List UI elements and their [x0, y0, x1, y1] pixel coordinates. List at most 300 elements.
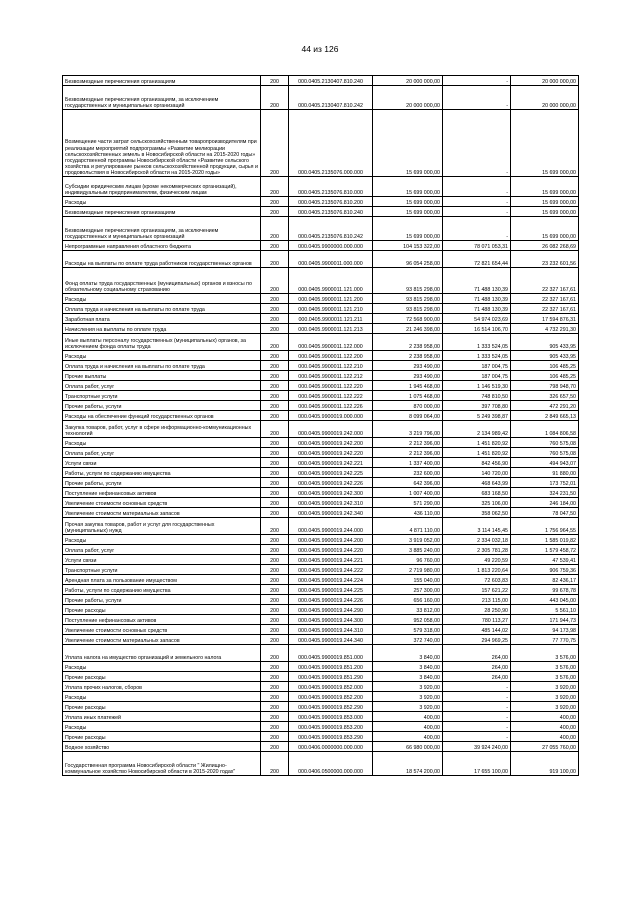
row-name-cell: Увеличение стоимости материальных запасов [63, 635, 261, 645]
row-executed-amount-cell: 325 106,00 [443, 498, 511, 508]
row-classification-code-cell: 000.0405.9900019.242.310 [289, 498, 373, 508]
row-code-cell: 200 [261, 565, 289, 575]
row-code-cell: 200 [261, 615, 289, 625]
row-approved-amount-cell: 2 212 396,00 [373, 448, 443, 458]
row-name-cell: Уплата налога на имущество организаций и земельного налога [63, 645, 261, 662]
table-row [63, 742, 579, 752]
row-classification-code-cell: 000.0405.2135076.810.200 [289, 197, 373, 207]
row-name-cell: Оплата работ, услуг [63, 545, 261, 555]
row-unexecuted-amount-cell: 3 576,00 [511, 662, 579, 672]
budget-table-body [63, 76, 579, 776]
table-row [63, 575, 579, 585]
row-name-cell: Оплата работ, услуг [63, 448, 261, 458]
row-code-cell: 200 [261, 625, 289, 635]
table-row [63, 692, 579, 702]
row-unexecuted-amount-cell: 494 943,07 [511, 458, 579, 468]
row-code-cell: 200 [261, 241, 289, 251]
row-code-cell: 200 [261, 585, 289, 595]
row-unexecuted-amount-cell: 905 433,95 [511, 334, 579, 351]
row-name-cell: Прочие расходы [63, 702, 261, 712]
row-code-cell: 200 [261, 645, 289, 662]
row-unexecuted-amount-cell: 443 045,00 [511, 595, 579, 605]
table-row [63, 635, 579, 645]
row-classification-code-cell: 000.0405.9900019.244.222 [289, 565, 373, 575]
row-name-cell: Работы, услуги по содержанию имущества [63, 585, 261, 595]
row-unexecuted-amount-cell: 22 327 167,61 [511, 304, 579, 314]
table-row [63, 251, 579, 268]
row-executed-amount-cell: 78 071 053,31 [443, 241, 511, 251]
row-classification-code-cell: 000.0405.9900011.122.212 [289, 371, 373, 381]
row-code-cell: 200 [261, 575, 289, 585]
row-executed-amount-cell: 683 168,50 [443, 488, 511, 498]
row-code-cell: 200 [261, 371, 289, 381]
row-approved-amount-cell: 15 699 000,00 [373, 110, 443, 177]
row-classification-code-cell: 000.0405.2135076.810.000 [289, 177, 373, 197]
row-approved-amount-cell: 257 300,00 [373, 585, 443, 595]
row-code-cell: 200 [261, 692, 289, 702]
row-executed-amount-cell: 397 708,80 [443, 401, 511, 411]
row-unexecuted-amount-cell: 20 000 000,00 [511, 76, 579, 86]
row-classification-code-cell: 000.0405.9900019.852.200 [289, 692, 373, 702]
row-executed-amount-cell: 2 305 781,28 [443, 545, 511, 555]
row-approved-amount-cell: 3 920,00 [373, 692, 443, 702]
row-code-cell: 200 [261, 508, 289, 518]
row-classification-code-cell: 000.0405.9900019.244.340 [289, 635, 373, 645]
row-approved-amount-cell: 293 490,00 [373, 371, 443, 381]
table-row [63, 391, 579, 401]
row-executed-amount-cell: 264,00 [443, 645, 511, 662]
row-approved-amount-cell: 15 699 000,00 [373, 197, 443, 207]
row-code-cell: 200 [261, 555, 289, 565]
row-unexecuted-amount-cell: 1 579 458,72 [511, 545, 579, 555]
row-executed-amount-cell: 71 488 130,39 [443, 294, 511, 304]
row-unexecuted-amount-cell: 22 327 167,61 [511, 268, 579, 294]
row-approved-amount-cell: 952 058,00 [373, 615, 443, 625]
row-unexecuted-amount-cell: 3 920,00 [511, 692, 579, 702]
row-executed-amount-cell: 264,00 [443, 662, 511, 672]
row-approved-amount-cell: 3 840,00 [373, 662, 443, 672]
row-classification-code-cell: 000.0406.0500000.000.000 [289, 752, 373, 776]
row-approved-amount-cell: 72 568 900,00 [373, 314, 443, 324]
row-classification-code-cell: 000.0405.9900019.244.220 [289, 545, 373, 555]
row-approved-amount-cell: 3 840,00 [373, 672, 443, 682]
row-unexecuted-amount-cell: 472 291,20 [511, 401, 579, 411]
row-approved-amount-cell: 3 219 796,00 [373, 421, 443, 438]
row-unexecuted-amount-cell: 15 699 000,00 [511, 217, 579, 241]
row-classification-code-cell: 000.0405.9900011.121.000 [289, 268, 373, 294]
row-code-cell: 200 [261, 86, 289, 110]
row-approved-amount-cell: 2 719 980,00 [373, 565, 443, 575]
row-unexecuted-amount-cell: 94 173,98 [511, 625, 579, 635]
row-classification-code-cell: 000.0405.2130407.810.242 [289, 86, 373, 110]
row-unexecuted-amount-cell: 17 594 876,31 [511, 314, 579, 324]
row-name-cell: Уплата прочих налогов, сборов [63, 682, 261, 692]
row-approved-amount-cell: 104 153 322,00 [373, 241, 443, 251]
row-executed-amount-cell: 358 062,50 [443, 508, 511, 518]
row-unexecuted-amount-cell: 760 575,08 [511, 438, 579, 448]
row-unexecuted-amount-cell: 173 752,01 [511, 478, 579, 488]
row-approved-amount-cell: 93 815 298,00 [373, 268, 443, 294]
row-code-cell: 200 [261, 498, 289, 508]
row-classification-code-cell: 000.0405.9900019.244.000 [289, 518, 373, 535]
row-approved-amount-cell: 571 290,00 [373, 498, 443, 508]
row-approved-amount-cell: 3 920,00 [373, 702, 443, 712]
row-classification-code-cell: 000.0405.9900011.121.211 [289, 314, 373, 324]
row-name-cell: Иные выплаты персоналу государственных (муниципальных) органов, за исключением фонда оплаты труда [63, 334, 261, 351]
row-name-cell: Расходы [63, 535, 261, 545]
row-approved-amount-cell: 2 238 958,00 [373, 351, 443, 361]
row-name-cell: Безвозмездные перечисления организациям, за исключением государственных и муниципальных организаций [63, 86, 261, 110]
row-executed-amount-cell: 3 114 145,45 [443, 518, 511, 535]
row-executed-amount-cell: 1 333 524,05 [443, 334, 511, 351]
row-unexecuted-amount-cell: 905 433,95 [511, 351, 579, 361]
row-unexecuted-amount-cell: 23 232 601,56 [511, 251, 579, 268]
row-approved-amount-cell: 15 699 000,00 [373, 177, 443, 197]
row-name-cell: Прочие расходы [63, 605, 261, 615]
row-name-cell: Начисления на выплаты по оплате труда [63, 324, 261, 334]
table-row [63, 498, 579, 508]
row-classification-code-cell: 000.0405.9900019.242.220 [289, 448, 373, 458]
row-unexecuted-amount-cell: 171 944,73 [511, 615, 579, 625]
row-executed-amount-cell: 140 720,00 [443, 468, 511, 478]
row-classification-code-cell: 000.0405.9900019.242.221 [289, 458, 373, 468]
row-executed-amount-cell: - [443, 207, 511, 217]
table-row [63, 535, 579, 545]
row-executed-amount-cell: - [443, 702, 511, 712]
row-approved-amount-cell: 3 920,00 [373, 682, 443, 692]
row-name-cell: Прочие расходы [63, 672, 261, 682]
row-executed-amount-cell: - [443, 722, 511, 732]
row-classification-code-cell: 000.0405.2135076.810.242 [289, 217, 373, 241]
row-approved-amount-cell: 400,00 [373, 712, 443, 722]
row-executed-amount-cell: 28 250,90 [443, 605, 511, 615]
row-name-cell: Увеличение стоимости основных средств [63, 498, 261, 508]
row-classification-code-cell: 000.0405.9900019.244.310 [289, 625, 373, 635]
row-executed-amount-cell: 2 334 032,18 [443, 535, 511, 545]
row-executed-amount-cell: 16 514 106,70 [443, 324, 511, 334]
row-approved-amount-cell: 1 075 468,00 [373, 391, 443, 401]
row-approved-amount-cell: 93 815 298,00 [373, 294, 443, 304]
row-code-cell: 200 [261, 518, 289, 535]
row-code-cell: 200 [261, 722, 289, 732]
row-name-cell: Расходы на обеспечение функций государственных органов [63, 411, 261, 421]
row-name-cell: Арендная плата за пользование имуществом [63, 575, 261, 585]
table-row [63, 361, 579, 371]
table-row [63, 401, 579, 411]
row-approved-amount-cell: 1 007 400,00 [373, 488, 443, 498]
row-classification-code-cell: 000.0405.9900019.242.200 [289, 438, 373, 448]
row-code-cell: 200 [261, 76, 289, 86]
row-code-cell: 200 [261, 197, 289, 207]
table-row [63, 207, 579, 217]
row-approved-amount-cell: 642 396,00 [373, 478, 443, 488]
row-approved-amount-cell: 400,00 [373, 722, 443, 732]
row-classification-code-cell: 000.0405.9900019.244.226 [289, 595, 373, 605]
row-code-cell: 200 [261, 304, 289, 314]
row-approved-amount-cell: 3 885 240,00 [373, 545, 443, 555]
row-name-cell: Расходы [63, 294, 261, 304]
table-row [63, 448, 579, 458]
row-executed-amount-cell: - [443, 217, 511, 241]
row-classification-code-cell: 000.0405.9900011.122.226 [289, 401, 373, 411]
row-code-cell: 200 [261, 478, 289, 488]
row-name-cell: Транспортные услуги [63, 391, 261, 401]
row-executed-amount-cell: 842 456,90 [443, 458, 511, 468]
row-executed-amount-cell: - [443, 682, 511, 692]
row-approved-amount-cell: 2 212 396,00 [373, 438, 443, 448]
row-executed-amount-cell: 187 004,75 [443, 371, 511, 381]
table-row [63, 110, 579, 177]
row-classification-code-cell: 000.0405.9900011.122.200 [289, 351, 373, 361]
table-row [63, 371, 579, 381]
row-approved-amount-cell: 436 110,00 [373, 508, 443, 518]
row-executed-amount-cell: - [443, 177, 511, 197]
table-row [63, 518, 579, 535]
row-code-cell: 200 [261, 421, 289, 438]
row-name-cell: Расходы на выплаты по оплате труда работников государственных органов [63, 251, 261, 268]
row-approved-amount-cell: 372 740,00 [373, 635, 443, 645]
row-approved-amount-cell: 1 337 400,00 [373, 458, 443, 468]
table-row [63, 268, 579, 294]
row-classification-code-cell: 000.0405.2135076.810.240 [289, 207, 373, 217]
row-classification-code-cell: 000.0405.9900019.000.000 [289, 411, 373, 421]
row-approved-amount-cell: 579 318,00 [373, 625, 443, 635]
row-name-cell: Фонд оплаты труда государственных (муниципальных) органов и взносы по обязательному социальному страхованию [63, 268, 261, 294]
row-classification-code-cell: 000.0405.9900019.852.000 [289, 682, 373, 692]
row-executed-amount-cell: 5 249 398,87 [443, 411, 511, 421]
row-unexecuted-amount-cell: 91 880,00 [511, 468, 579, 478]
row-executed-amount-cell: 39 924 240,00 [443, 742, 511, 752]
row-executed-amount-cell: 17 655 100,00 [443, 752, 511, 776]
row-classification-code-cell: 000.0405.9900011.121.210 [289, 304, 373, 314]
row-unexecuted-amount-cell: 27 055 760,00 [511, 742, 579, 752]
row-code-cell: 200 [261, 702, 289, 712]
row-code-cell: 200 [261, 732, 289, 742]
row-code-cell: 200 [261, 605, 289, 615]
row-classification-code-cell: 000.0405.9900019.242.300 [289, 488, 373, 498]
row-name-cell: Расходы [63, 438, 261, 448]
row-code-cell: 200 [261, 110, 289, 177]
row-name-cell: Поступление нефинансовых активов [63, 488, 261, 498]
row-code-cell: 200 [261, 401, 289, 411]
row-unexecuted-amount-cell: 906 759,36 [511, 565, 579, 575]
row-approved-amount-cell: 21 246 398,00 [373, 324, 443, 334]
row-code-cell: 200 [261, 391, 289, 401]
row-code-cell: 200 [261, 351, 289, 361]
row-code-cell: 200 [261, 294, 289, 304]
table-row [63, 334, 579, 351]
row-classification-code-cell: 000.0405.9900019.242.225 [289, 468, 373, 478]
table-row [63, 565, 579, 575]
row-code-cell: 200 [261, 752, 289, 776]
table-row [63, 752, 579, 776]
row-classification-code-cell: 000.0405.9900019.853.290 [289, 732, 373, 742]
table-row [63, 197, 579, 207]
row-classification-code-cell: 000.0405.9900011.122.222 [289, 391, 373, 401]
row-code-cell: 200 [261, 682, 289, 692]
row-unexecuted-amount-cell: 5 561,10 [511, 605, 579, 615]
row-executed-amount-cell: 1 146 519,30 [443, 381, 511, 391]
row-unexecuted-amount-cell: 326 657,50 [511, 391, 579, 401]
row-name-cell: Прочие работы, услуги [63, 478, 261, 488]
row-name-cell: Прочая закупка товаров, работ и услуг для государственных (муниципальных) нужд [63, 518, 261, 535]
table-row [63, 294, 579, 304]
row-unexecuted-amount-cell: 2 849 665,13 [511, 411, 579, 421]
table-row [63, 314, 579, 324]
row-code-cell: 200 [261, 545, 289, 555]
row-name-cell: Услуги связи [63, 555, 261, 565]
table-row [63, 555, 579, 565]
row-executed-amount-cell: 49 220,59 [443, 555, 511, 565]
row-executed-amount-cell: - [443, 732, 511, 742]
table-row [63, 217, 579, 241]
row-executed-amount-cell: 72 821 654,44 [443, 251, 511, 268]
row-classification-code-cell: 000.0405.9900000.000.000 [289, 241, 373, 251]
row-unexecuted-amount-cell: 1 756 964,55 [511, 518, 579, 535]
row-classification-code-cell: 000.0405.9900011.000.000 [289, 251, 373, 268]
table-row [63, 722, 579, 732]
row-executed-amount-cell: 71 488 130,39 [443, 304, 511, 314]
table-row [63, 438, 579, 448]
row-unexecuted-amount-cell: 324 231,50 [511, 488, 579, 498]
row-classification-code-cell: 000.0405.9900011.122.220 [289, 381, 373, 391]
row-unexecuted-amount-cell: 1 084 806,58 [511, 421, 579, 438]
row-code-cell: 200 [261, 207, 289, 217]
row-executed-amount-cell: 468 643,99 [443, 478, 511, 488]
row-name-cell: Прочие работы, услуги [63, 595, 261, 605]
row-approved-amount-cell: 15 699 000,00 [373, 217, 443, 241]
table-row [63, 351, 579, 361]
table-row [63, 732, 579, 742]
table-row [63, 508, 579, 518]
row-approved-amount-cell: 4 871 110,00 [373, 518, 443, 535]
page-number-header: 44 из 126 [301, 44, 339, 54]
row-approved-amount-cell: 2 238 958,00 [373, 334, 443, 351]
row-unexecuted-amount-cell: 3 576,00 [511, 645, 579, 662]
row-code-cell: 200 [261, 535, 289, 545]
row-classification-code-cell: 000.0405.9900019.244.224 [289, 575, 373, 585]
table-row [63, 585, 579, 595]
table-row [63, 702, 579, 712]
row-executed-amount-cell: 264,00 [443, 672, 511, 682]
table-row [63, 615, 579, 625]
row-name-cell: Услуги связи [63, 458, 261, 468]
row-unexecuted-amount-cell: 400,00 [511, 732, 579, 742]
table-row [63, 672, 579, 682]
row-unexecuted-amount-cell: 82 436,17 [511, 575, 579, 585]
row-code-cell: 200 [261, 411, 289, 421]
row-name-cell: Непрограммные направления областного бюджета [63, 241, 261, 251]
row-name-cell: Безвозмездные перечисления организациям, за исключением государственных и муниципальных организаций [63, 217, 261, 241]
row-classification-code-cell: 000.0405.9900019.853.000 [289, 712, 373, 722]
row-name-cell: Возмещение части затрат сельскохозяйственным товаропроизводителям при реализации мероприятий подпрограммы «Развитие мелиорации сельскохозяйственных земель в Новосибирской области на 2015-2020 годы» государственной программы Новосибирской области «Развитие сельского хозяйства и регулирование рынков сельскохозяйственной продукции, сырья и продовольствия в Новосибирской области на 2015-2020 годы» [63, 110, 261, 177]
row-code-cell: 200 [261, 712, 289, 722]
row-executed-amount-cell: 54 974 023,69 [443, 314, 511, 324]
row-name-cell: Уплата иных платежей [63, 712, 261, 722]
row-code-cell: 200 [261, 458, 289, 468]
table-row [63, 304, 579, 314]
row-code-cell: 200 [261, 381, 289, 391]
table-row [63, 645, 579, 662]
row-classification-code-cell: 000.0405.9900019.244.225 [289, 585, 373, 595]
row-unexecuted-amount-cell: 47 539,41 [511, 555, 579, 565]
table-row [63, 458, 579, 468]
row-classification-code-cell: 000.0405.9900019.853.200 [289, 722, 373, 732]
table-row [63, 595, 579, 605]
row-code-cell: 200 [261, 742, 289, 752]
row-unexecuted-amount-cell: 919 100,00 [511, 752, 579, 776]
table-row [63, 86, 579, 110]
row-name-cell: Расходы [63, 351, 261, 361]
row-unexecuted-amount-cell: 15 699 000,00 [511, 207, 579, 217]
row-classification-code-cell: 000.0405.9900019.244.290 [289, 605, 373, 615]
row-name-cell: Работы, услуги по содержанию имущества [63, 468, 261, 478]
row-unexecuted-amount-cell: 3 920,00 [511, 702, 579, 712]
table-row [63, 241, 579, 251]
row-code-cell: 200 [261, 662, 289, 672]
row-unexecuted-amount-cell: 20 000 000,00 [511, 86, 579, 110]
table-row [63, 381, 579, 391]
table-row [63, 682, 579, 692]
table-row [63, 421, 579, 438]
row-approved-amount-cell: 400,00 [373, 732, 443, 742]
row-approved-amount-cell: 33 812,00 [373, 605, 443, 615]
row-executed-amount-cell: 1 813 220,64 [443, 565, 511, 575]
row-executed-amount-cell: 1 451 820,92 [443, 438, 511, 448]
row-unexecuted-amount-cell: 246 184,00 [511, 498, 579, 508]
row-code-cell: 200 [261, 217, 289, 241]
row-classification-code-cell: 000.0405.9900019.242.000 [289, 421, 373, 438]
row-approved-amount-cell: 96 760,00 [373, 555, 443, 565]
row-approved-amount-cell: 1 945 468,00 [373, 381, 443, 391]
row-name-cell: Государственная программа Новосибирской области " Жилищно-коммунальное хозяйство Новосибирской области в 2015-2020 годах" [63, 752, 261, 776]
table-row [63, 177, 579, 197]
row-name-cell: Расходы [63, 197, 261, 207]
table-row [63, 76, 579, 86]
row-approved-amount-cell: 66 980 000,00 [373, 742, 443, 752]
row-classification-code-cell: 000.0405.9900011.122.000 [289, 334, 373, 351]
row-unexecuted-amount-cell: 400,00 [511, 712, 579, 722]
row-executed-amount-cell: - [443, 712, 511, 722]
table-row [63, 662, 579, 672]
row-approved-amount-cell: 3 840,00 [373, 645, 443, 662]
row-approved-amount-cell: 656 160,00 [373, 595, 443, 605]
row-name-cell: Поступление нефинансовых активов [63, 615, 261, 625]
row-code-cell: 200 [261, 438, 289, 448]
row-classification-code-cell: 000.0405.2130407.810.240 [289, 76, 373, 86]
row-name-cell: Оплата труда и начисления на выплаты по оплате труда [63, 304, 261, 314]
table-row [63, 712, 579, 722]
row-unexecuted-amount-cell: 3 920,00 [511, 682, 579, 692]
row-classification-code-cell: 000.0405.9900011.122.210 [289, 361, 373, 371]
row-unexecuted-amount-cell: 78 047,50 [511, 508, 579, 518]
table-row [63, 411, 579, 421]
row-approved-amount-cell: 15 699 000,00 [373, 207, 443, 217]
row-classification-code-cell: 000.0405.9900019.244.221 [289, 555, 373, 565]
table-row [63, 605, 579, 615]
row-name-cell: Закупка товаров, работ, услуг в сфере информационно-коммуникационных технологий [63, 421, 261, 438]
row-classification-code-cell: 000.0405.9900019.242.226 [289, 478, 373, 488]
row-executed-amount-cell: 213 115,00 [443, 595, 511, 605]
row-name-cell: Оплата работ, услуг [63, 381, 261, 391]
row-executed-amount-cell: 1 333 524,05 [443, 351, 511, 361]
row-code-cell: 200 [261, 314, 289, 324]
table-row [63, 468, 579, 478]
row-approved-amount-cell: 18 574 200,00 [373, 752, 443, 776]
row-unexecuted-amount-cell: 99 678,78 [511, 585, 579, 595]
row-classification-code-cell: 000.0406.0000000.000.000 [289, 742, 373, 752]
row-name-cell: Оплата труда и начисления на выплаты по оплате труда [63, 361, 261, 371]
